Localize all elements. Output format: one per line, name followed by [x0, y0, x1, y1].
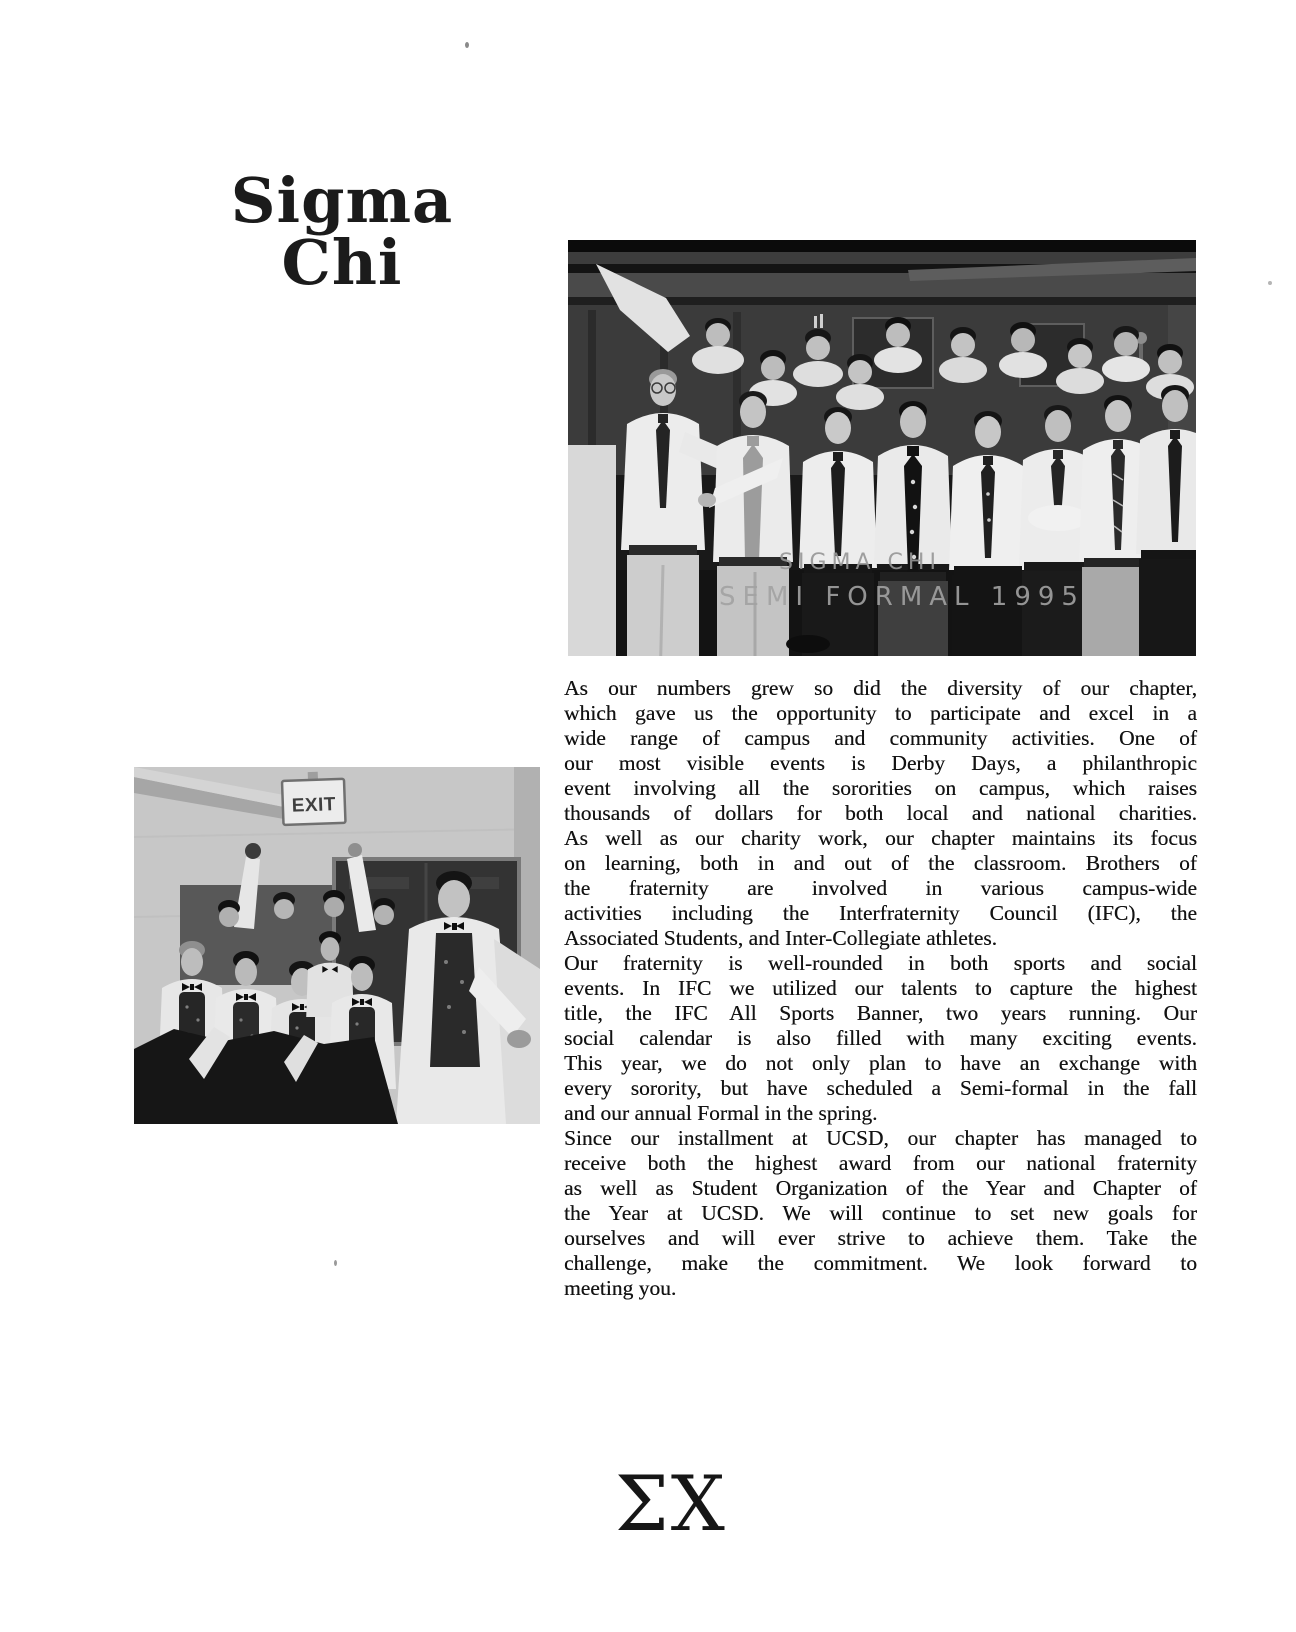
body-text-line: This year, we do not only plan to have an exchange with — [564, 1051, 1197, 1075]
body-text-line: event involving all the sororities on campus, which raises — [564, 776, 1197, 800]
body-text-line: wide range of campus and community activities. One of — [564, 726, 1197, 750]
article-text — [564, 676, 1197, 1301]
body-text-line: every sorority, but have scheduled a Semi-formal in the fall — [564, 1076, 1197, 1100]
body-text-line: as well as Student Organization of the Year and Chapter of — [564, 1176, 1197, 1200]
semi-formal-photo-art — [568, 240, 1196, 656]
page-title-line: Sigma — [230, 164, 454, 237]
body-text-line: ourselves and will ever strive to achieve them. Take the — [564, 1226, 1197, 1250]
scan-speck — [1268, 281, 1272, 285]
photo-caption-line1: SIGMA CHI — [779, 550, 941, 575]
body-text-line: the fraternity are involved in various campus-wide — [564, 876, 1197, 900]
body-text-line: receive both the highest award from our national fraternity — [564, 1151, 1197, 1175]
body-text-line: thousands of dollars for both local and national charities. — [564, 801, 1197, 825]
body-text-line: events. In IFC we utilized our talents to capture the highest — [564, 976, 1197, 1000]
tuxedo-photo-art — [134, 767, 540, 1124]
body-text-line: Since our installment at UCSD, our chapter has managed to — [564, 1126, 1197, 1150]
body-text-line: our most visible events is Derby Days, a philanthropic — [564, 751, 1197, 775]
body-text-line: which gave us the opportunity to participate and excel in a — [564, 701, 1197, 725]
body-text-line: Associated Students, and Inter-Collegiate athletes. — [564, 926, 998, 950]
scan-speck — [334, 1260, 337, 1266]
body-text-line: Our fraternity is well-rounded in both sports and social — [564, 951, 1197, 975]
body-text-line: on learning, both in and out of the classroom. Brothers of — [564, 851, 1197, 875]
body-text-line: social calendar is also filled with many exciting events. — [564, 1026, 1197, 1050]
scan-speck — [465, 42, 469, 48]
body-text-line: the Year at UCSD. We will continue to set new goals for — [564, 1201, 1197, 1225]
body-text-line: activities including the Interfraternity Council (IFC), the — [564, 901, 1197, 925]
semi-formal-photo — [568, 240, 1196, 656]
tuxedo-photo — [134, 767, 540, 1124]
body-text-line: As our numbers grew so did the diversity of our chapter, — [564, 676, 1197, 700]
body-text-line: title, the IFC All Sports Banner, two years running. Our — [564, 1001, 1197, 1025]
photo-caption-line2: SEMI FORMAL 1995 — [719, 582, 1085, 612]
sigma-chi-letters: ΣΧ — [615, 1459, 727, 1548]
body-text-line: meeting you. — [564, 1276, 677, 1300]
page-title-line: Chi — [281, 226, 403, 299]
page-title — [192, 164, 492, 299]
exit-sign-label: EXIT — [291, 794, 337, 817]
body-text-line: As well as our charity work, our chapter maintains its focus — [564, 826, 1197, 850]
body-text-line: challenge, make the commitment. We look forward to — [564, 1251, 1197, 1275]
body-text-line: and our annual Formal in the spring. — [564, 1101, 878, 1125]
